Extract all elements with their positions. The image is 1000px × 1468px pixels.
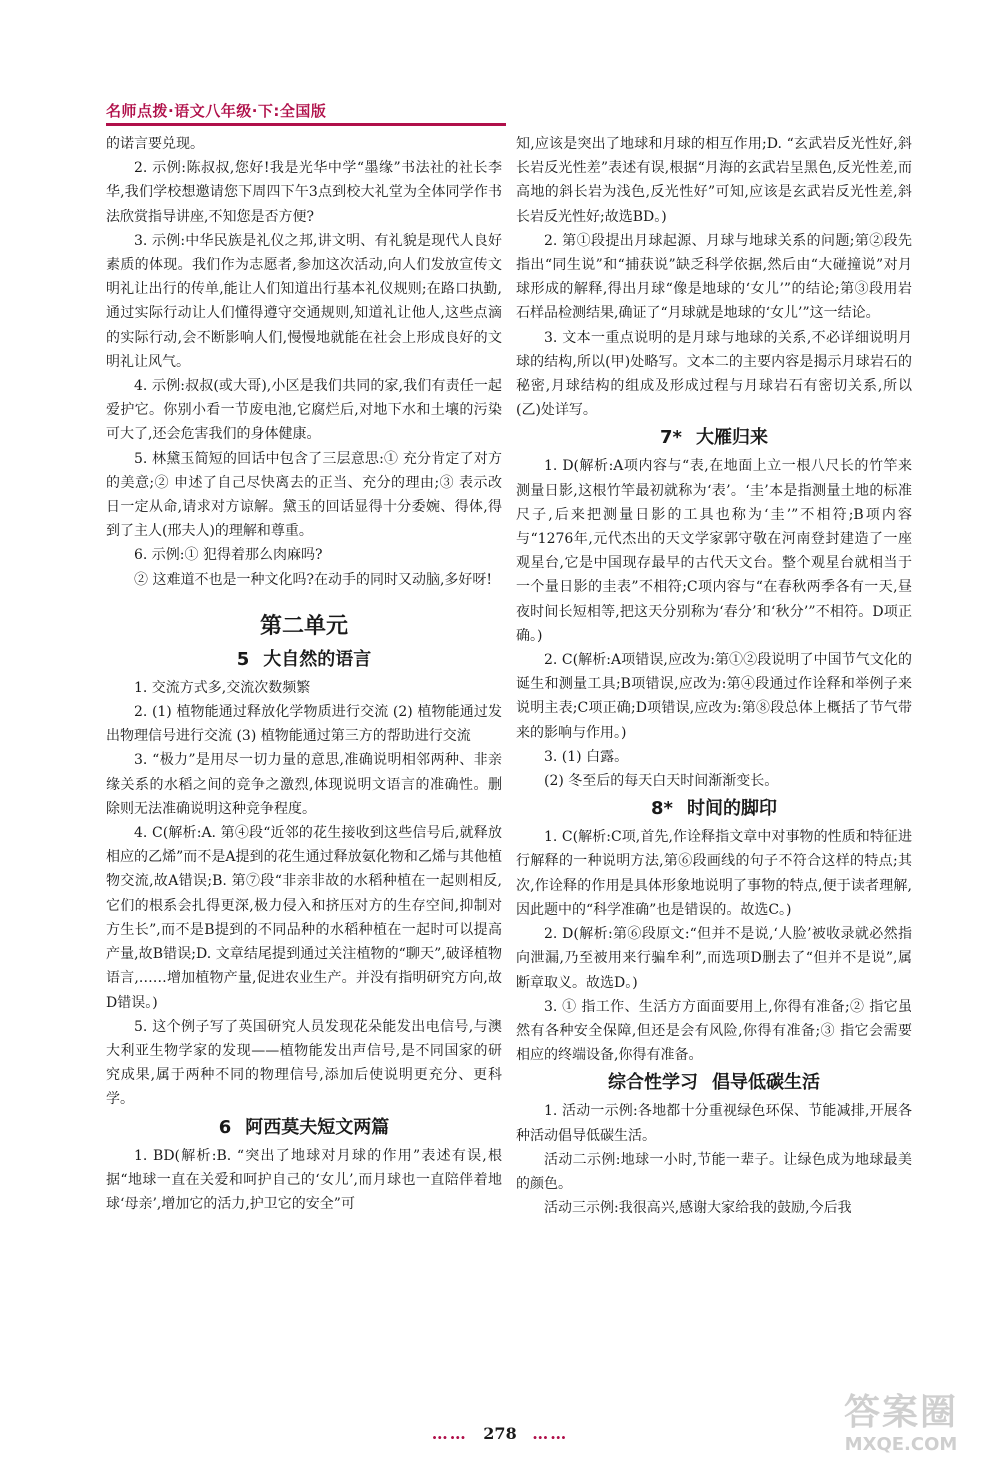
answer-paragraph: 2. 示例:陈叔叔,您好!我是光华中学“墨缘”书法社的社长李华,我们学校想邀请您下周四下午3点到校大礼堂为全体同学作书法欣赏指导讲座,不知您是否方便?	[106, 160, 502, 225]
answer-paragraph: ② 这难道不也是一种文化吗?在动手的同时又动脑,多好呀!	[134, 571, 493, 588]
answer-paragraph: 2. C(解析:A项错误,应改为:第①②段说明了中国节气文化的诞生和测量工具;B项错误,应改为:第④段通过作诠释和举例子来说明主表;C项正确;D项错误,应改为:第⑧段总体上概括了节气带来的影响与作用。)	[516, 652, 912, 741]
answer-paragraph: 5. 这个例子写了英国研究人员发现花朵能发出电信号,与澳大利亚生物学家的发现——植物能发出声信号,是不同国家的研究成果,属于两种不同的物理信号,添加后使说明更充分、更科学。	[106, 1018, 502, 1108]
answer-paragraph: 2. D(解析:第⑥段原文:“但并不是说,‘人脸’被收录就必然指向泄漏,乃至被用来行骗牟利”,而选项D删去了“但并不是说”,属断章取义。故选D。)	[516, 926, 912, 991]
running-header: 名师点拨·语文八年级·下:全国版	[106, 102, 327, 120]
footer-dots-right: ……	[532, 1424, 569, 1443]
watermark-line1: 答案圈	[843, 1392, 958, 1433]
answer-paragraph: 5. 林黛玉简短的回话中包含了三层意思:① 充分肯定了对方的美意;② 申述了自己尽快离去的正当、充分的理由;③ 表示改日一定从命,请求对方谅解。黛玉的回话显得十分委婉、得体,得到了主人(邢夫人)的理解和尊重。	[106, 450, 502, 540]
lesson-heading	[106, 1112, 502, 1144]
left-column	[106, 132, 502, 1216]
lesson-heading	[516, 422, 912, 454]
answer-paragraph: 的诺言要兑现。	[106, 136, 204, 152]
answer-paragraph: 1. BD(解析:B. “突出了地球对月球的作用”表述有误,根据“地球一直在关爱和呵护自己的‘女儿’,而月球也一直陪伴着地球‘母亲’,增加它的活力,护卫它的安全”可	[106, 1147, 502, 1212]
answer-paragraph: 4. 示例:叔叔(或大哥),小区是我们共同的家,我们有责任一起爱护它。你别小看一节废电池,它腐烂后,对地下水和土壤的污染可大了,还会危害我们的身体健康。	[106, 378, 502, 443]
unit-heading: 第二单元	[259, 613, 348, 639]
lesson-number: 7*	[660, 427, 682, 449]
answer-paragraph: (2) 冬至后的每天白天时间渐渐变长。	[544, 773, 779, 790]
answer-paragraph: 1. 交流方式多,交流次数频繁	[134, 679, 311, 696]
answer-paragraph: 1. C(解析:C项,首先,作诠释指文章中对事物的性质和特征进行解释的一种说明方法,第⑥段画线的句子不符合这样的特点;其次,作诠释的作用是具体形象地说明了事物的特点,便于读者理解,因此题中的“科学准确”也是错误的。故选C。)	[516, 829, 912, 918]
lesson-number: 6	[218, 1116, 232, 1138]
answer-paragraph: 3. “极力”是用尽一切力量的意思,准确说明相邻两种、非亲缘关系的水稻之间的竞争之激烈,体现说明文语言的准确性。删除则无法准确说明这种竞争程度。	[106, 752, 502, 817]
answer-paragraph: 3. (1) 白露。	[544, 748, 629, 765]
answer-paragraph: 1. D(解析:A项内容与“表,在地面上立一根八尺长的竹竿来测量日影,这根竹竿最初就称为‘表’。‘圭’本是指测量土地的标准尺子,后来把测量日影的工具也称为‘圭’”不相符;B项内容与“1276年,元代杰出的天文学家郭守敬在河南登封建造了一座观星台,它是中国现存最早的古代天文台。整个观星台就相当于一个量日影的圭表”不相符;C项内容与“在春秋两季各有一天,昼夜时间长短相等,把这天分别称为‘春分’和‘秋分’”不相符。D项正确。)	[516, 458, 912, 644]
right-column	[516, 132, 912, 1220]
footer-dots-left: ……	[431, 1424, 468, 1443]
answer-paragraph: 活动二示例:地球一小时,节能一辈子。让绿色成为地球最美的颜色。	[516, 1151, 912, 1192]
lesson-title: 大自然的语言	[263, 648, 372, 670]
lesson-number: 8*	[651, 798, 673, 820]
header-rule	[106, 123, 506, 126]
lesson-heading	[106, 644, 502, 676]
answer-paragraph: 4. C(解析:A. 第④段“近邻的花生接收到这些信号后,就释放相应的乙烯”而不是A提到的花生通过释放氨化物和乙烯与其他植物交流,故A错误;B. 第⑦段“非亲非故的水稻种植在一起则相反,它们的根系会扎得更深,极力侵入和挤压对方的生存空间,抑制对方生长”,而不是B提到的不同品种的水稻种植在一起时可以提高产量,故B错误;D. 文章结尾提到通过关注植物的“聊天”,破译植物语言,……增加植物产量,促进农业生产。并没有指明研究方向,故D错误。)	[106, 825, 502, 1011]
lesson-title: 时间的脚印	[686, 798, 777, 820]
lesson-title: 阿西莫夫短文两篇	[245, 1116, 390, 1138]
watermark-logo	[826, 1392, 976, 1462]
answer-paragraph: 3. 文本一重点说明的是月球与地球的关系,不必详细说明月球的结构,所以(甲)处略写。文本二的主要内容是揭示月球岩石的秘密,月球结构的组成及形成过程与月球岩石有密切关系,所以(乙)处详写。	[516, 329, 912, 419]
answer-paragraph: 知,应该是突出了地球和月球的相互作用;D. “玄武岩反光性好,斜长岩反光性差”表述有误,根据“月海的玄武岩呈黑色,反光性差,而高地的斜长岩为浅色,反光性好”可知,应该是玄武岩反光性差,斜长岩反光性好;故选BD。)	[516, 136, 912, 225]
lesson-title: 倡导低碳生活	[712, 1072, 820, 1094]
lesson-number: 5	[236, 648, 250, 670]
watermark-line2: MXQE.COM	[844, 1434, 958, 1455]
answer-paragraph: 2. 第①段提出月球起源、月球与地球关系的问题;第②段先指出“同生说”和“捕获说”缺乏科学依据,然后由“大碰撞说”对月球形成的解释,得出月球“像是地球的‘女儿’”的结论;第③段用岩石样品检测结果,确证了“月球就是地球的‘女儿’”这一结论。	[516, 232, 912, 322]
answer-paragraph: 2. (1) 植物能通过释放化学物质进行交流 (2) 植物能通过发出物理信号进行交流 (3) 植物能通过第三方的帮助进行交流	[106, 704, 502, 745]
answer-paragraph: 活动三示例:我很高兴,感谢大家给我的鼓励,今后我	[544, 1200, 852, 1217]
answer-paragraph: 3. 示例:中华民族是礼仪之邦,讲文明、有礼貌是现代人良好素质的体现。我们作为志愿者,参加这次活动,向人们发放宣传文明礼让出行的传单,能让人们知道出行基本礼仪规则;在路口执勤,通过实际行动让人们懂得遵守交通规则,知道礼让他人,这些点滴的实际行动,会不断影响人们,慢慢地就能在社会上形成良好的文明礼让风气。	[106, 232, 502, 370]
lesson-heading	[516, 793, 912, 825]
answer-paragraph: 1. 活动一示例:各地都十分重视绿色环保、节能减排,开展各种活动倡导低碳生活。	[516, 1103, 912, 1144]
lesson-heading	[516, 1067, 912, 1099]
answer-paragraph: 3. ① 指工作、生活方方面面要用上,你得有准备;② 指它虽然有各种安全保障,但还是会有风险,你得有准备;③ 指它会需要相应的终端设备,你得有准备。	[516, 998, 912, 1064]
answer-paragraph: 6. 示例:① 犯得着那么肉麻吗?	[134, 547, 323, 564]
lesson-number: 综合性学习	[608, 1072, 698, 1094]
lesson-title: 大雁归来	[695, 427, 768, 449]
page-number: 278	[483, 1424, 517, 1443]
